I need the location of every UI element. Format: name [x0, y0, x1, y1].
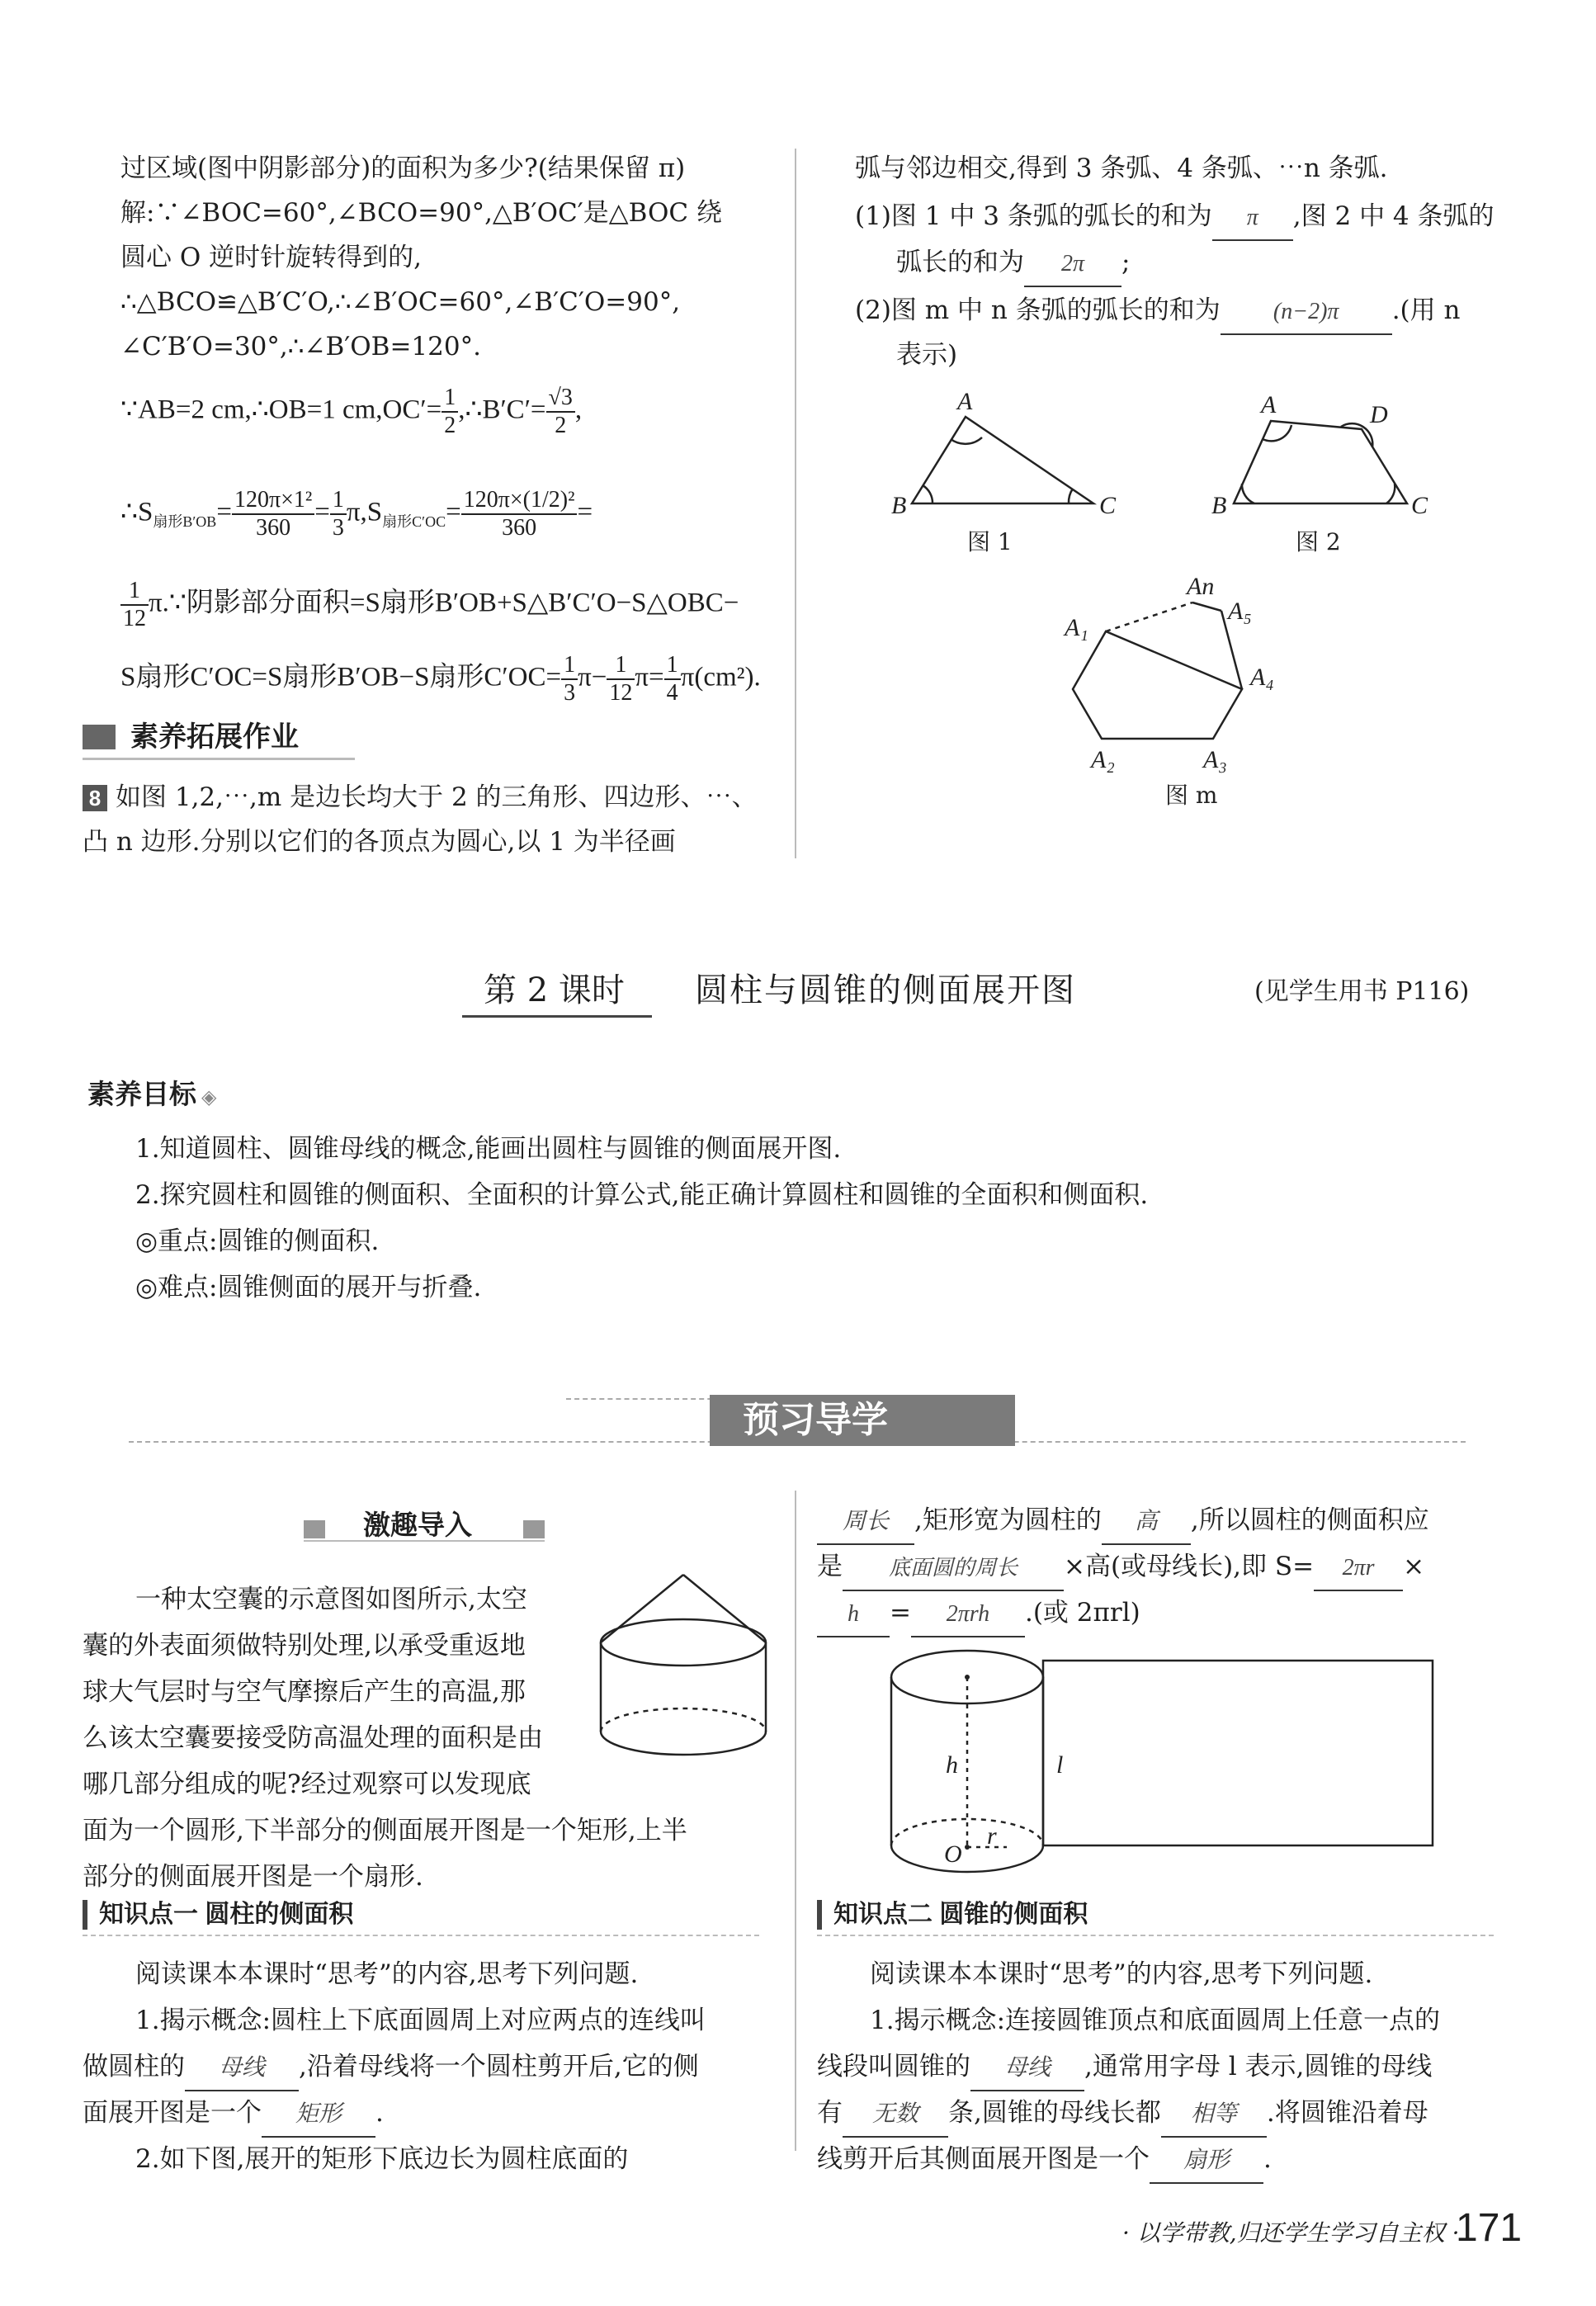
intro-line-5: 哪几部分组成的呢?经过观察可以发现底 — [83, 1770, 531, 1799]
kp2-title: 知识点二 圆锥的侧面积 — [833, 1901, 1088, 1928]
kp2-line-2: 1.揭示概念:连接圆锥顶点和底面圆周上任意一点的 — [870, 2006, 1441, 2035]
svg-text:A₅: A₅ — [1228, 598, 1252, 625]
kp2-line-4: 有 无数 条,圆锥的母线长都 相等 .将圆锥沿着母 — [817, 2091, 1428, 2138]
svg-text:A₁: A₁ — [1065, 614, 1088, 641]
question-8-part-1-cont: 弧长的和为 2π ; — [896, 241, 1130, 287]
kp1-line-1: 阅读课本本课时“思考”的内容,思考下列问题. — [135, 1959, 639, 1989]
lesson-title: 圆柱与圆锥的侧面展开图 — [695, 971, 1076, 1009]
preview-title: 预习导学 — [743, 1400, 888, 1440]
kp1-line-4: 面展开图是一个 矩形 . — [83, 2091, 384, 2138]
column-divider — [795, 149, 796, 858]
question-8-part-1: (1)图 1 中 3 条弧的弧长的和为 π ,图 2 中 4 条弧的 — [855, 195, 1494, 241]
question-8-line-3: 弧与邻边相交,得到 3 条弧、4 条弧、⋯n 条弧. — [855, 154, 1388, 183]
solution-line-4: ∠C′B′O=30°,∴∠B′OB=120°. — [120, 332, 481, 361]
svg-text:A₄: A₄ — [1250, 664, 1274, 691]
svg-text:C: C — [1411, 492, 1428, 519]
svg-text:A: A — [957, 388, 973, 415]
svg-text:图 1: 图 1 — [967, 528, 1013, 555]
svg-text:C: C — [1099, 492, 1117, 519]
svg-text:A₂: A₂ — [1091, 746, 1115, 773]
solution-line-6: $\therefore S_{扇形B'OB}=$ $\frac{\text{120π×1²}}{360}$ = $\frac{1}{3}$ $\pi,S_{扇形C'OC}=$ $\frac{\text{120π×(1/2)²}}{360}$ = — [120, 487, 593, 541]
svg-text:h: h — [946, 1751, 958, 1779]
goals-heading: 素养目标 ◈ — [87, 1079, 217, 1109]
answer-blank[interactable]: 周长 — [817, 1500, 914, 1545]
extension-title: 素养拓展作业 — [130, 721, 299, 753]
svg-text:图 m: 图 m — [1165, 782, 1218, 809]
goal-item-2: 2.探究圆柱和圆锥的侧面积、全面积的计算公式,能正确计算圆柱和圆锥的全面积和侧面积. — [135, 1180, 1149, 1210]
lesson-number-box — [462, 966, 652, 1018]
svg-text:B: B — [1211, 492, 1227, 519]
triangle-figure-1 — [912, 417, 1093, 503]
answer-blank[interactable]: 2πrh — [911, 1593, 1025, 1637]
cylinder-text-line-1: 周长 ,矩形宽为圆柱的 高 ,所以圆柱的侧面积应 — [817, 1499, 1429, 1545]
column-divider-bottom — [795, 1491, 796, 2151]
goal-item-1: 1.知道圆柱、圆锥母线的概念,能画出圆柱与圆锥的侧面展开图. — [135, 1134, 842, 1164]
svg-text:B: B — [891, 492, 907, 519]
solution-line-8: S扇形C′OC=S扇形B′OB−S扇形C′OC= $\frac{1}{3}$ π− $\frac{1}{12}$ π= $\frac{1}{4}$ π(cm²). — [120, 652, 761, 706]
solution-intro: 过区域(图中阴影部分)的面积为多少?(结果保留 π) — [120, 154, 686, 183]
lesson-reference: (见学生用书 P116) — [1254, 977, 1470, 1006]
svg-text:l: l — [1056, 1751, 1064, 1779]
answer-blank[interactable]: (n−2)π — [1221, 291, 1392, 335]
svg-text:r: r — [987, 1822, 997, 1850]
kp1-header — [83, 1895, 759, 1936]
svg-text:An: An — [1187, 573, 1215, 600]
polygon-figures — [875, 380, 1535, 809]
intro-header — [304, 1507, 545, 1542]
question-8-line-2: 凸 n 边形.分别以它们的各顶点为圆心,以 1 为半径画 — [83, 827, 676, 857]
answer-blank[interactable]: 相等 — [1161, 2093, 1267, 2138]
answer-blank[interactable]: 底面圆的周长 — [843, 1547, 1064, 1591]
question-number: 8 — [83, 785, 107, 811]
kp1-line-2: 1.揭示概念:圆柱上下底面圆周上对应两点的连线叫 — [135, 2006, 706, 2035]
page-number: 171 — [1456, 2206, 1523, 2250]
answer-blank[interactable]: 无数 — [843, 2093, 948, 2138]
arrow-icon — [83, 725, 116, 749]
preview-banner — [710, 1395, 1015, 1446]
answer-blank[interactable]: 高 — [1102, 1500, 1191, 1545]
question-8-line-1: 8 如图 1,2,⋯,m 是边长均大于 2 的三角形、四边形、⋯、 — [83, 776, 758, 819]
svg-text:A₃: A₃ — [1203, 746, 1227, 773]
key-point: ◎重点:圆锥的侧面积. — [135, 1226, 380, 1256]
answer-blank[interactable]: 母线 — [185, 2047, 299, 2091]
intro-line-2: 囊的外表面须做特别处理,以承受重返地 — [83, 1631, 526, 1661]
kp2-line-1: 阅读课本本课时“思考”的内容,思考下列问题. — [870, 1959, 1373, 1989]
kp1-title: 知识点一 圆柱的侧面积 — [99, 1901, 354, 1928]
footer-motto: · 以学带教,归还学生学习自主权 · — [1122, 2219, 1460, 2247]
intro-line-6: 面为一个圆形,下半部分的侧面展开图是一个矩形,上半 — [83, 1816, 687, 1845]
space-capsule-figure — [593, 1575, 774, 1765]
solution-line-2: 圆心 O 逆时针旋转得到的, — [120, 243, 422, 272]
question-8-part-2: (2)图 m 中 n 条弧的弧长的和为 (n−2)π .(用 n — [855, 289, 1460, 335]
difficult-point: ◎难点:圆锥侧面的展开与折叠. — [135, 1273, 482, 1302]
intro-title: 激趣导入 — [363, 1510, 472, 1540]
lesson-number: 第 2 课时 — [484, 971, 625, 1009]
answer-blank[interactable]: 矩形 — [262, 2093, 375, 2138]
diamond-icon: ◈ — [201, 1086, 217, 1108]
solution-line-1: 解:∵∠BOC=60°,∠BCO=90°,△B′OC′是△BOC 绕 — [120, 198, 722, 228]
polygon-figure-m — [1073, 631, 1242, 739]
kp1-line-5: 2.如下图,展开的矩形下底边长为圆柱底面的 — [135, 2144, 629, 2174]
intro-line-3: 球大气层时与空气摩擦后产生的高温,那 — [83, 1677, 526, 1707]
intro-line-7: 部分的侧面展开图是一个扇形. — [83, 1862, 423, 1892]
svg-text:D: D — [1370, 401, 1388, 428]
quadrilateral-figure-2 — [1234, 421, 1407, 503]
svg-text:图 2: 图 2 — [1296, 528, 1341, 555]
cylinder-text-line-2: 是 底面圆的周长 ×高(或母线长),即 S= 2πr × — [817, 1545, 1424, 1591]
answer-blank[interactable]: 2π — [1024, 243, 1121, 287]
kp2-line-3: 线段叫圆锥的 母线 ,通常用字母 l 表示,圆锥的母线 — [817, 2045, 1432, 2091]
answer-blank[interactable]: 2πr — [1314, 1547, 1403, 1591]
kp1-line-3: 做圆柱的 母线 ,沿着母线将一个圆柱剪开后,它的侧 — [83, 2045, 699, 2091]
svg-text:O: O — [944, 1841, 962, 1868]
kp2-line-5: 线剪开后其侧面展开图是一个 扇形 . — [817, 2138, 1272, 2184]
intro-line-1: 一种太空囊的示意图如图所示,太空 — [135, 1585, 527, 1614]
cylinder-net-figure — [875, 1641, 1452, 1888]
kp2-header — [817, 1895, 1494, 1936]
intro-line-4: 么该太空囊要接受防高温处理的面积是由 — [83, 1723, 543, 1753]
cylinder-text-line-3: h = 2πrh .(或 2πrl) — [817, 1591, 1140, 1637]
solution-line-5: ∵AB=2 cm,∴OB=1 cm,OC′= $\frac{1}{2}$ ,∴B′C′= $\frac{√3}{2}$ , — [120, 385, 583, 438]
answer-blank[interactable]: 扇形 — [1150, 2139, 1263, 2184]
solution-line-3: ∴△BCO≌△B′C′O,∴∠B′OC=60°,∠B′C′O=90°, — [120, 287, 681, 317]
extension-header — [83, 718, 355, 760]
answer-blank[interactable]: h — [817, 1593, 890, 1637]
answer-blank[interactable]: 母线 — [970, 2047, 1084, 2091]
answer-blank[interactable]: π — [1212, 196, 1293, 241]
solution-line-7: $\frac{1}{12}$ π.∵阴影部分面积=S扇形B′OB+S△B′C′O−S△OBC− — [120, 578, 739, 632]
svg-text:A: A — [1261, 391, 1277, 418]
question-8-part-2-cont: 表示) — [896, 340, 958, 370]
